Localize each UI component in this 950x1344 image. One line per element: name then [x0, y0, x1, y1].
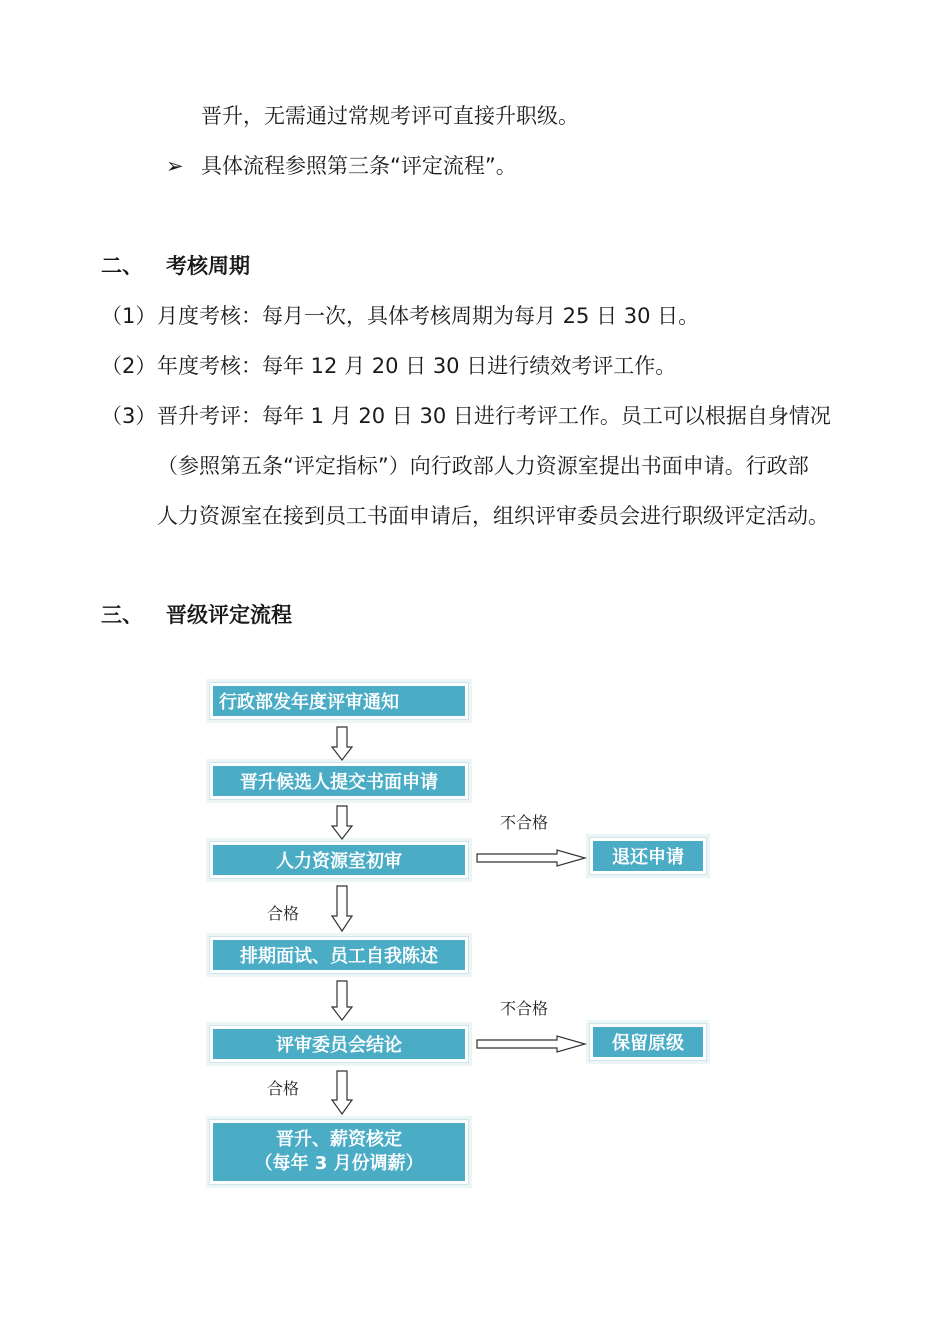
- flow-step-committee: [210, 1026, 468, 1062]
- item3-text: 晋升考评：每年 1 月 20 日 30 日进行考评工作。员工可以根据自身情况: [157, 404, 831, 428]
- section3-number: 三、: [101, 603, 143, 627]
- flow-reject-keep: [590, 1024, 706, 1060]
- down-arrow-icon: [331, 806, 353, 840]
- flow-step-apply: [210, 763, 468, 799]
- flow-reject-return: [590, 838, 706, 874]
- flow-step-notice-label: 行政部发年度评审通知: [219, 692, 399, 713]
- down-arrow-icon: [331, 1071, 353, 1115]
- intro-line: 晋升，无需通过常规考评可直接升职级。: [201, 104, 579, 128]
- label-fail-2: 不合格: [500, 999, 549, 1018]
- bullet-text: 具体流程参照第三条“评定流程”。: [201, 154, 517, 178]
- item3-number: （3）: [101, 404, 157, 428]
- flow-step-interview-label: 排期面试、员工自我陈述: [240, 946, 438, 967]
- section2-title: 考核周期: [166, 254, 250, 278]
- label-pass-2: 合格: [267, 1079, 300, 1098]
- flow-step-final: [210, 1120, 468, 1184]
- item2-text: 年度考核：每年 12 月 20 日 30 日进行绩效考评工作。: [157, 354, 677, 378]
- item3-text-line3: 人力资源室在接到员工书面申请后，组织评审委员会进行职级评定活动。: [157, 504, 829, 528]
- item1-text: 月度考核：每月一次，具体考核周期为每月 25 日 30 日。: [157, 304, 700, 328]
- down-arrow-icon: [331, 727, 353, 761]
- item2-number: （2）: [101, 354, 157, 378]
- bullet-icon: ➢: [166, 154, 184, 178]
- flow-step-initial-review-label: 人力资源室初审: [276, 851, 402, 872]
- section3-title: 晋级评定流程: [166, 603, 292, 627]
- flow-step-final-line2: （每年 3 月份调薪）: [254, 1153, 424, 1174]
- right-arrow-icon: [477, 849, 587, 867]
- label-pass-1: 合格: [267, 904, 300, 923]
- down-arrow-icon: [331, 886, 353, 932]
- right-arrow-icon: [477, 1035, 587, 1053]
- item3-text-line2: （参照第五条“评定指标”）向行政部人力资源室提出书面申请。行政部: [157, 454, 809, 478]
- flow-step-initial-review: [210, 842, 468, 878]
- down-arrow-icon: [331, 981, 353, 1021]
- label-fail-1: 不合格: [500, 813, 549, 832]
- flow-step-apply-label: 晋升候选人提交书面申请: [240, 772, 438, 793]
- flow-step-final-line1: 晋升、薪资核定: [276, 1129, 402, 1150]
- item1-number: （1）: [101, 304, 157, 328]
- flow-reject-return-label: 退还申请: [612, 847, 684, 868]
- flow-reject-keep-label: 保留原级: [612, 1033, 684, 1054]
- flow-step-interview: [210, 937, 468, 973]
- flow-step-notice: [210, 683, 468, 719]
- flow-step-committee-label: 评审委员会结论: [276, 1035, 402, 1056]
- section2-number: 二、: [101, 254, 143, 278]
